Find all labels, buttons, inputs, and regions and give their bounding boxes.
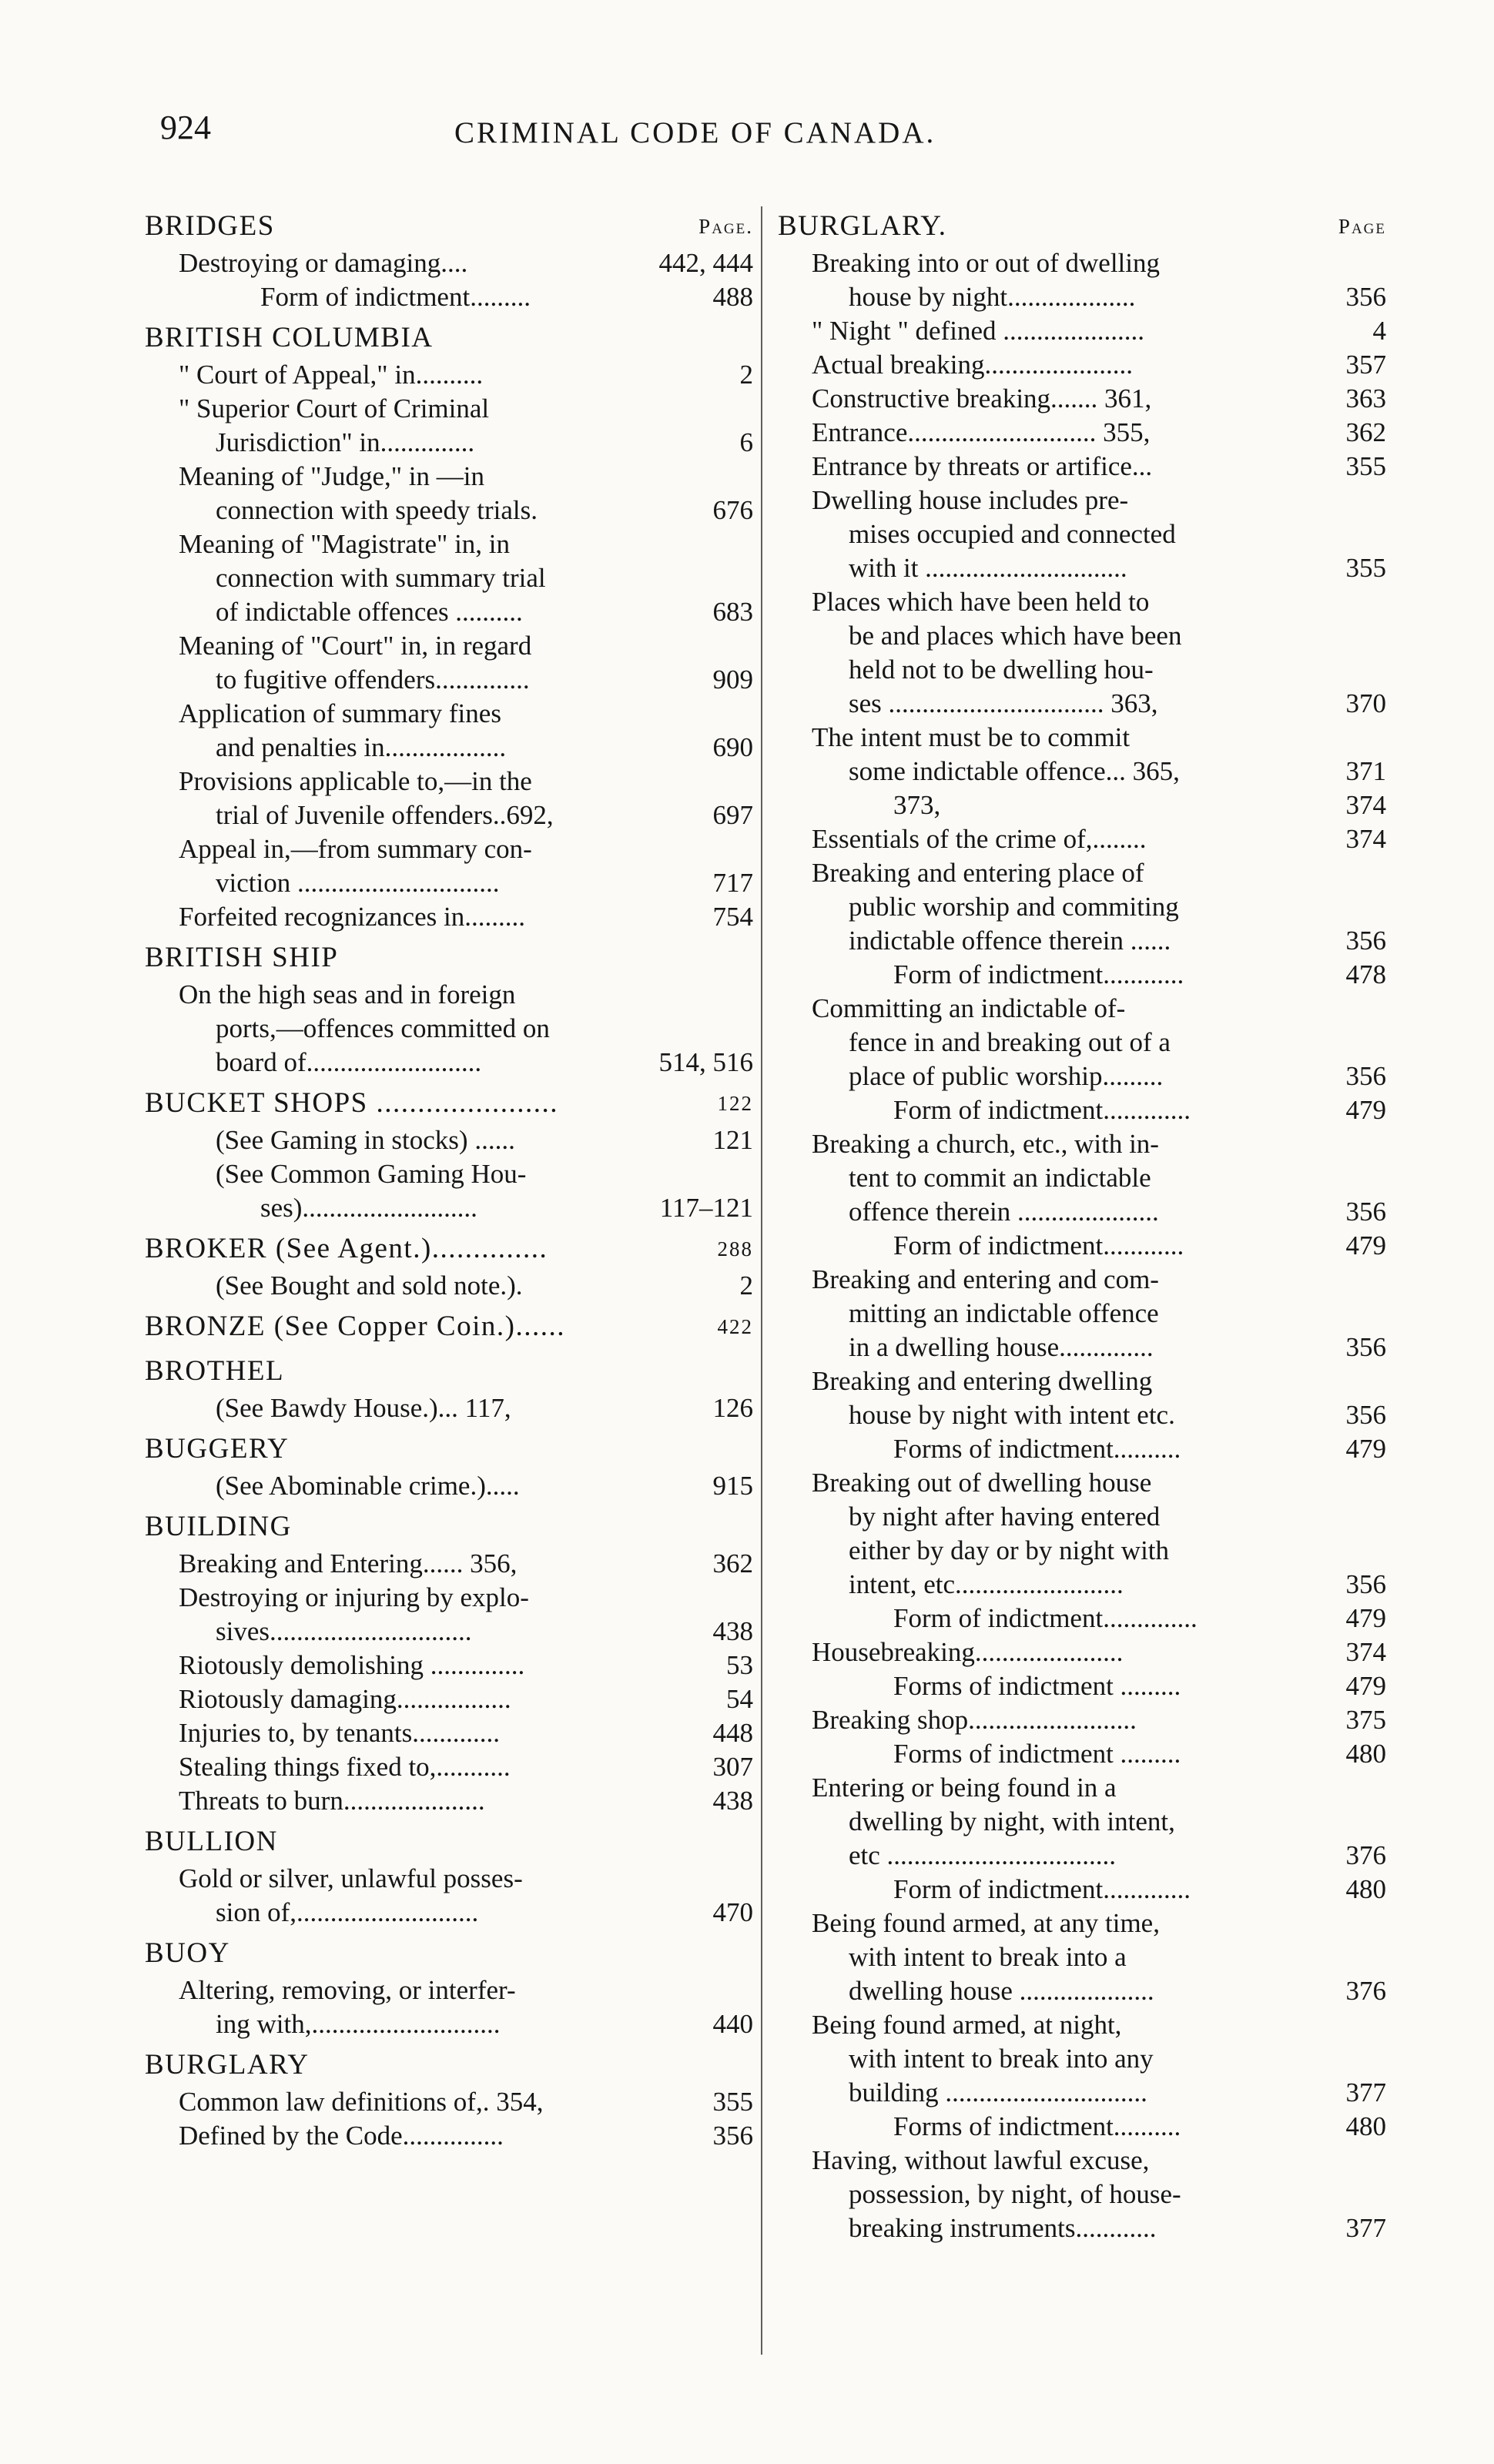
index-entry <box>145 1269 753 1302</box>
entry-text: Defined by the Code............... <box>179 2121 504 2151</box>
index-entry <box>145 2119 753 2152</box>
entry-page-reference: 676 <box>712 495 753 525</box>
entry-text: Injuries to, by tenants............. <box>179 1718 501 1748</box>
index-entry <box>778 788 1386 822</box>
index-entry <box>778 687 1386 720</box>
entry-text: be and places which have been <box>849 621 1182 651</box>
entry-text: Forms of indictment.......... <box>893 2111 1181 2141</box>
entry-page-reference: 355 <box>1345 451 1386 481</box>
entry-text: Breaking and entering and com- <box>812 1264 1159 1294</box>
index-entry <box>778 1398 1386 1431</box>
index-entry <box>778 2178 1386 2211</box>
index-entry <box>145 1862 753 1895</box>
index-heading <box>145 1351 753 1391</box>
index-entry <box>778 1602 1386 1635</box>
entry-text: connection with speedy trials. <box>216 495 538 525</box>
entry-text: Threats to burn..................... <box>179 1786 485 1816</box>
index-entry <box>778 314 1386 347</box>
entry-text: Breaking a church, etc., with in- <box>812 1129 1159 1159</box>
index-entry <box>778 1771 1386 1804</box>
index-entry <box>778 1026 1386 1059</box>
entry-text: Gold or silver, unlawful posses- <box>179 1863 523 1893</box>
entry-text: tent to commit an indictable <box>849 1163 1151 1193</box>
entry-text: etc .................................. <box>849 1840 1117 1870</box>
entry-page-reference: 356 <box>1345 1332 1386 1362</box>
index-heading <box>145 1507 753 1547</box>
page-number: 924 <box>160 109 211 146</box>
entry-text: sion of,........................... <box>216 1897 479 1927</box>
index-entry <box>778 1161 1386 1194</box>
entry-page-reference: 356 <box>1345 1569 1386 1599</box>
entry-text: Riotously damaging................. <box>179 1684 511 1714</box>
entry-text: with intent to break into a <box>849 1942 1127 1972</box>
entry-text: Altering, removing, or interfer- <box>179 1975 516 2005</box>
index-entry <box>778 1940 1386 1974</box>
entry-text: Form of indictment............ <box>893 1230 1184 1260</box>
entry-text: Actual breaking...................... <box>812 350 1133 380</box>
heading-title: BUGGERY <box>145 1433 290 1465</box>
column-divider <box>761 206 762 2355</box>
index-entry <box>778 416 1386 449</box>
index-entry <box>778 246 1386 280</box>
heading-title: BRONZE (See Copper Coin.)...... <box>145 1311 565 1342</box>
right-index-column <box>778 202 1386 2245</box>
index-entry <box>145 1547 753 1580</box>
entry-text: Form of indictment......... <box>260 282 531 312</box>
entry-text: Appeal in,—from summary con- <box>179 834 532 864</box>
index-heading <box>145 1307 753 1347</box>
entry-page-reference: 374 <box>1345 790 1386 820</box>
entry-page-reference: 355 <box>1345 553 1386 583</box>
index-entry <box>778 2110 1386 2143</box>
index-heading <box>145 1083 753 1123</box>
entry-text: (See Common Gaming Hou- <box>216 1159 527 1189</box>
entry-page-reference: 488 <box>712 282 753 312</box>
index-entry <box>778 1534 1386 1567</box>
entry-text: offence therein ..................... <box>849 1197 1159 1227</box>
index-entry <box>778 585 1386 618</box>
index-heading <box>145 1933 753 1974</box>
entry-page-reference: 470 <box>712 1897 753 1927</box>
entry-text: Meaning of "Court" in, in regard <box>179 631 532 661</box>
entry-page-reference: 356 <box>1345 1061 1386 1091</box>
entry-page-reference: 374 <box>1345 824 1386 854</box>
entry-page-reference: 307 <box>712 1752 753 1782</box>
index-entry <box>145 697 753 730</box>
index-entry <box>778 1331 1386 1364</box>
index-entry <box>145 1391 753 1424</box>
index-entry <box>778 1263 1386 1296</box>
entry-text: Being found armed, at any time, <box>812 1908 1160 1938</box>
entry-text: Being found armed, at night, <box>812 2010 1122 2040</box>
index-entry <box>778 2076 1386 2109</box>
index-heading <box>145 2045 753 2085</box>
index-entry <box>778 856 1386 889</box>
entry-page-reference: 53 <box>726 1650 753 1680</box>
entry-text: Destroying or damaging.... <box>179 248 468 278</box>
heading-title: BUOY <box>145 1937 230 1969</box>
entry-text: Form of indictment............. <box>893 1095 1191 1125</box>
entry-text: mitting an indictable offence <box>849 1298 1159 1328</box>
index-entry <box>778 1839 1386 1872</box>
entry-page-reference: 363 <box>1345 383 1386 413</box>
entry-text: Breaking and Entering...... 356, <box>179 1548 518 1578</box>
index-entry <box>778 1568 1386 1601</box>
index-entry <box>778 1703 1386 1736</box>
entry-page-reference: 2 <box>739 360 753 390</box>
heading-title: BURGLARY. <box>778 210 947 242</box>
heading-title: BRITISH COLUMBIA <box>145 322 434 353</box>
heading-title: BUILDING <box>145 1511 292 1542</box>
index-entry <box>778 619 1386 652</box>
entry-text: Riotously demolishing .............. <box>179 1650 525 1680</box>
entry-text: to fugitive offenders.............. <box>216 665 530 695</box>
entry-text: " Superior Court of Criminal <box>179 393 490 424</box>
entry-text: (See Bought and sold note.). <box>216 1270 523 1301</box>
entry-text: Entering or being found in a <box>812 1773 1117 1803</box>
entry-text: Jurisdiction" in.............. <box>216 427 475 457</box>
entry-page-reference: 356 <box>1345 1197 1386 1227</box>
entry-text: either by day or by night with <box>849 1535 1170 1565</box>
entry-page-reference: 376 <box>1345 1840 1386 1870</box>
entry-text: (See Bawdy House.)... 117, <box>216 1393 511 1423</box>
index-entry <box>778 2144 1386 2177</box>
entry-text: Breaking shop......................... <box>812 1705 1137 1735</box>
index-entry <box>778 1669 1386 1702</box>
entry-text: intent, etc......................... <box>849 1569 1124 1599</box>
entry-text: Forms of indictment ......... <box>893 1671 1181 1701</box>
entry-text: Forms of indictment ......... <box>893 1739 1181 1769</box>
entry-text: board of.......................... <box>216 1047 482 1077</box>
entry-page-reference: 357 <box>1345 350 1386 380</box>
index-entry <box>778 755 1386 788</box>
heading-page-label: 122 <box>717 1092 753 1115</box>
entry-text: Common law definitions of,. 354, <box>179 2087 544 2117</box>
entry-page-reference: 356 <box>1345 1400 1386 1430</box>
index-entry <box>778 517 1386 551</box>
heading-title: BURGLARY <box>145 2049 310 2081</box>
index-entry <box>145 1716 753 1749</box>
index-heading <box>145 938 753 978</box>
index-heading <box>145 1229 753 1269</box>
entry-text: Breaking out of dwelling house <box>812 1468 1152 1498</box>
entry-text: (See Abominable crime.)..... <box>216 1471 520 1501</box>
entry-text: Form of indictment.............. <box>893 1603 1198 1633</box>
index-heading <box>145 206 753 246</box>
index-entry <box>778 890 1386 923</box>
entry-text: in a dwelling house.............. <box>849 1332 1154 1362</box>
index-entry <box>778 653 1386 686</box>
index-entry <box>145 1469 753 1502</box>
index-entry <box>145 2085 753 2118</box>
index-entry <box>778 348 1386 381</box>
index-entry <box>778 1873 1386 1906</box>
index-entry <box>145 358 753 391</box>
entry-text: ing with,............................ <box>216 2009 501 2039</box>
entry-page-reference: 480 <box>1345 1739 1386 1769</box>
entry-text: Having, without lawful excuse, <box>812 2145 1150 2175</box>
index-entry <box>145 1123 753 1157</box>
entry-page-reference: 442, 444 <box>658 248 753 278</box>
index-entry <box>145 731 753 764</box>
entry-text: by night after having entered <box>849 1502 1161 1532</box>
index-entry <box>778 1635 1386 1669</box>
entry-text: fence in and breaking out of a <box>849 1027 1171 1057</box>
entry-page-reference: 377 <box>1345 2077 1386 2107</box>
entry-text: sives.............................. <box>216 1616 472 1646</box>
entry-text: Breaking into or out of dwelling <box>812 248 1161 278</box>
index-entry <box>778 992 1386 1025</box>
index-entry <box>778 484 1386 517</box>
heading-title: BUCKET SHOPS ...................... <box>145 1087 559 1119</box>
entry-text: and penalties in.................. <box>216 732 507 762</box>
index-entry <box>778 1297 1386 1330</box>
entry-text: " Night " defined ..................... <box>812 316 1144 346</box>
index-entry <box>778 1127 1386 1160</box>
index-entry <box>778 1195 1386 1228</box>
heading-page-label: 288 <box>717 1237 753 1260</box>
entry-page-reference: 683 <box>712 597 753 627</box>
entry-page-reference: 438 <box>712 1786 753 1816</box>
index-entry <box>778 450 1386 483</box>
index-entry <box>145 832 753 865</box>
entry-text: Form of indictment............. <box>893 1874 1191 1904</box>
entry-text: held not to be dwelling hou- <box>849 654 1154 685</box>
entry-text: house by night................... <box>849 282 1136 312</box>
heading-page-label: Page <box>1338 215 1386 238</box>
index-entry <box>778 2211 1386 2245</box>
entry-text: Provisions applicable to,—in the <box>179 766 532 796</box>
index-entry <box>145 494 753 527</box>
entry-text: Entrance by threats or artifice... <box>812 451 1153 481</box>
index-entry <box>145 629 753 662</box>
running-title: CRIMINAL CODE OF CANADA. <box>454 116 936 149</box>
entry-text: ses ................................ 363, <box>849 688 1158 718</box>
index-entry <box>778 1364 1386 1398</box>
heading-title: BULLION <box>145 1826 278 1857</box>
left-index-column <box>145 202 753 2153</box>
heading-title: BROTHEL <box>145 1355 285 1387</box>
index-entry <box>778 1229 1386 1262</box>
entry-page-reference: 375 <box>1345 1705 1386 1735</box>
entry-text: ports,—offences committed on <box>216 1013 550 1043</box>
index-entry <box>778 382 1386 415</box>
entry-text: Dwelling house includes pre- <box>812 485 1129 515</box>
index-entry <box>145 561 753 594</box>
entry-text: public worship and commiting <box>849 892 1179 922</box>
index-entry <box>145 798 753 832</box>
entry-page-reference: 355 <box>712 2087 753 2117</box>
index-entry <box>145 1581 753 1614</box>
index-entry <box>145 1974 753 2007</box>
entry-page-reference: 377 <box>1345 2213 1386 2243</box>
entry-page-reference: 915 <box>712 1471 753 1501</box>
entry-text: Form of indictment............ <box>893 959 1184 989</box>
entry-text: some indictable offence... 365, <box>849 756 1180 786</box>
entry-text: Stealing things fixed to,........... <box>179 1752 511 1782</box>
index-entry <box>145 978 753 1011</box>
heading-title: BRITISH SHIP <box>145 942 339 973</box>
entry-text: possession, by night, of house- <box>849 2179 1181 2209</box>
index-heading <box>145 318 753 358</box>
index-entry <box>778 1466 1386 1499</box>
index-entry <box>145 527 753 561</box>
index-entry <box>145 765 753 798</box>
entry-text: Forms of indictment.......... <box>893 1434 1181 1464</box>
index-entry <box>145 1649 753 1682</box>
entry-page-reference: 479 <box>1345 1230 1386 1260</box>
index-entry <box>145 900 753 933</box>
index-entry <box>778 721 1386 754</box>
entry-page-reference: 126 <box>712 1393 753 1423</box>
index-entry <box>145 2007 753 2040</box>
entry-text: house by night with intent etc. <box>849 1400 1175 1430</box>
entry-page-reference: 717 <box>712 868 753 898</box>
entry-page-reference: 362 <box>712 1548 753 1578</box>
entry-page-reference: 54 <box>726 1684 753 1714</box>
index-entry <box>778 1060 1386 1093</box>
entry-text: with it .............................. <box>849 553 1127 583</box>
index-entry <box>145 1191 753 1224</box>
index-entry <box>145 1012 753 1045</box>
entry-page-reference: 370 <box>1345 688 1386 718</box>
index-entry <box>778 1737 1386 1770</box>
index-entry <box>778 1432 1386 1465</box>
index-entry <box>778 924 1386 957</box>
index-heading <box>778 206 1386 246</box>
index-entry <box>145 866 753 899</box>
index-entry <box>778 822 1386 855</box>
entry-page-reference: 479 <box>1345 1434 1386 1464</box>
entry-text: Forfeited recognizances in......... <box>179 902 525 932</box>
index-entry <box>145 246 753 280</box>
entry-page-reference: 479 <box>1345 1671 1386 1701</box>
entry-text: " Court of Appeal," in.......... <box>179 360 484 390</box>
heading-page-label: Page. <box>698 215 753 238</box>
entry-text: On the high seas and in foreign <box>179 979 516 1009</box>
entry-text: of indictable offences .......... <box>216 597 523 627</box>
entry-text: viction .............................. <box>216 868 500 898</box>
entry-page-reference: 480 <box>1345 2111 1386 2141</box>
index-entry <box>145 426 753 459</box>
heading-page-label: 422 <box>717 1315 753 1338</box>
entry-page-reference: 374 <box>1345 1637 1386 1667</box>
entry-text: breaking instruments............ <box>849 2213 1157 2243</box>
entry-page-reference: 479 <box>1345 1603 1386 1633</box>
entry-page-reference: 6 <box>739 427 753 457</box>
index-entry <box>145 1784 753 1817</box>
index-entry <box>778 2042 1386 2075</box>
entry-text: Entrance............................ 355, <box>812 417 1151 447</box>
index-entry <box>778 1805 1386 1838</box>
entry-text: dwelling house .................... <box>849 1976 1154 2006</box>
entry-text: Meaning of "Magistrate" in, in <box>179 529 511 559</box>
entry-text: Housebreaking...................... <box>812 1637 1124 1667</box>
index-entry <box>145 1615 753 1648</box>
entry-page-reference: 121 <box>712 1125 753 1155</box>
index-entry <box>778 551 1386 584</box>
entry-page-reference: 697 <box>712 800 753 830</box>
index-heading <box>145 1429 753 1469</box>
heading-title: BRIDGES <box>145 210 275 242</box>
entry-page-reference: 909 <box>712 665 753 695</box>
entry-text: Places which have been held to <box>812 587 1150 617</box>
index-entry <box>778 1093 1386 1127</box>
entry-page-reference: 376 <box>1345 1976 1386 2006</box>
entry-text: Constructive breaking....... 361, <box>812 383 1152 413</box>
entry-text: building .............................. <box>849 2077 1147 2107</box>
entry-text: trial of Juvenile offenders..692, <box>216 800 554 830</box>
entry-text: with intent to break into any <box>849 2044 1154 2074</box>
entry-page-reference: 117–121 <box>659 1193 753 1223</box>
heading-title: BROKER (See Agent.).............. <box>145 1233 548 1264</box>
index-entry <box>145 595 753 628</box>
entry-text: (See Gaming in stocks) ...... <box>216 1125 515 1155</box>
entry-text: Breaking and entering dwelling <box>812 1366 1153 1396</box>
entry-page-reference: 438 <box>712 1616 753 1646</box>
entry-text: Essentials of the crime of,........ <box>812 824 1147 854</box>
entry-text: indictable offence therein ...... <box>849 926 1171 956</box>
entry-page-reference: 478 <box>1345 959 1386 989</box>
index-entry <box>778 958 1386 991</box>
index-entry <box>778 2008 1386 2041</box>
index-entry <box>145 460 753 493</box>
entry-text: 373, <box>893 790 941 820</box>
entry-page-reference: 754 <box>712 902 753 932</box>
entry-text: ses).......................... <box>260 1193 477 1223</box>
index-entry <box>778 1500 1386 1533</box>
entry-text: Breaking and entering place of <box>812 858 1144 888</box>
index-entry <box>145 1896 753 1929</box>
index-entry <box>145 1750 753 1783</box>
index-entry <box>145 1046 753 1079</box>
entry-text: mises occupied and connected <box>849 519 1176 549</box>
entry-text: Committing an indictable of- <box>812 993 1126 1023</box>
entry-text: The intent must be to commit <box>812 722 1131 752</box>
entry-page-reference: 356 <box>1345 926 1386 956</box>
index-entry <box>145 663 753 696</box>
entry-page-reference: 514, 516 <box>658 1047 753 1077</box>
entry-page-reference: 690 <box>712 732 753 762</box>
index-entry <box>145 392 753 425</box>
index-entry <box>145 280 753 313</box>
entry-page-reference: 2 <box>739 1270 753 1301</box>
entry-page-reference: 356 <box>1345 282 1386 312</box>
index-entry <box>778 280 1386 313</box>
entry-page-reference: 480 <box>1345 1874 1386 1904</box>
entry-text: place of public worship......... <box>849 1061 1164 1091</box>
entry-page-reference: 440 <box>712 2009 753 2039</box>
index-entry <box>778 1974 1386 2007</box>
entry-text: dwelling by night, with intent, <box>849 1806 1175 1836</box>
entry-page-reference: 362 <box>1345 417 1386 447</box>
index-entry <box>145 1157 753 1190</box>
entry-text: Application of summary fines <box>179 698 501 728</box>
entry-page-reference: 356 <box>712 2121 753 2151</box>
entry-text: connection with summary trial <box>216 563 546 593</box>
entry-page-reference: 371 <box>1345 756 1386 786</box>
entry-page-reference: 479 <box>1345 1095 1386 1125</box>
entry-page-reference: 448 <box>712 1718 753 1748</box>
index-entry <box>778 1907 1386 1940</box>
entry-text: Destroying or injuring by explo- <box>179 1582 529 1612</box>
entry-page-reference: 4 <box>1372 316 1386 346</box>
entry-text: Meaning of "Judge," in —in <box>179 461 484 491</box>
index-heading <box>145 1822 753 1862</box>
index-entry <box>145 1682 753 1716</box>
